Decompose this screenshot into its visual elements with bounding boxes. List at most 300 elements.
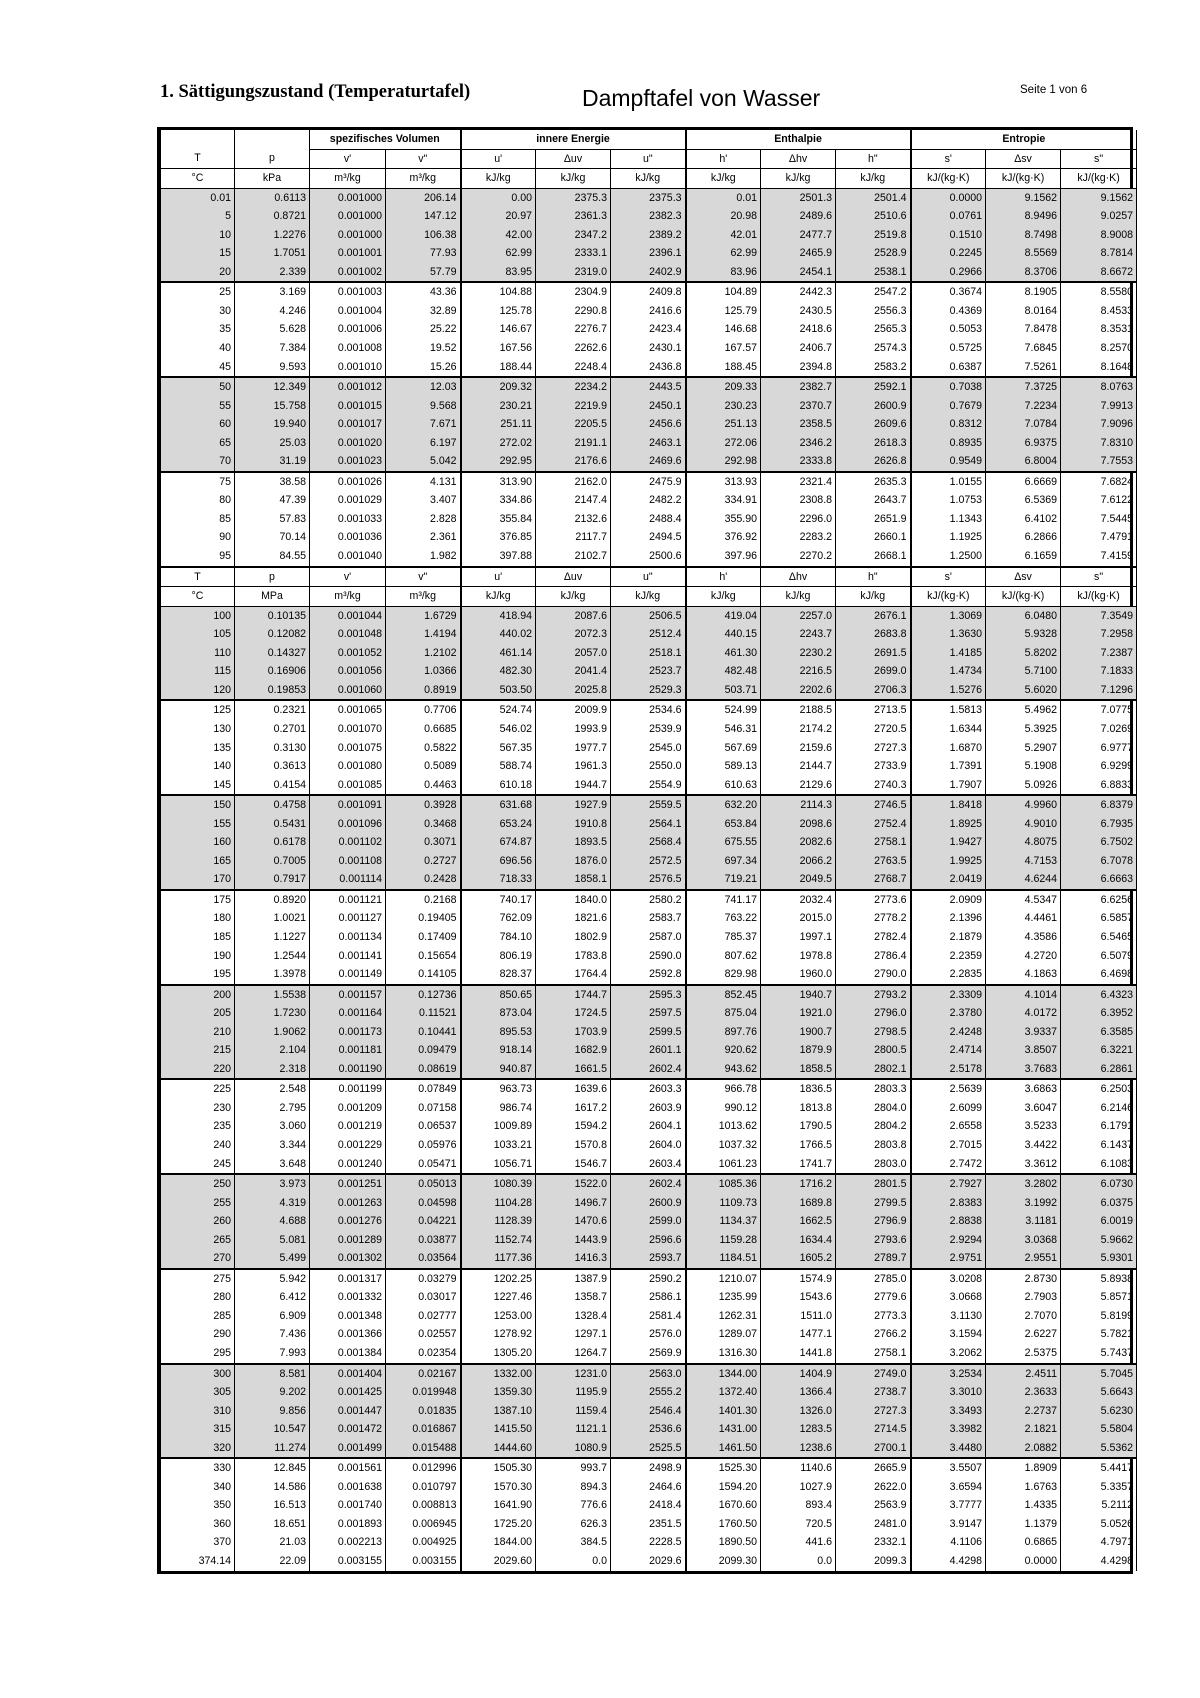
cell-u1: 251.11 xyxy=(461,415,536,434)
cell-v1: 0.001075 xyxy=(310,739,386,758)
cell-v2: 0.012996 xyxy=(386,1458,461,1478)
cell-dsv: 2.2737 xyxy=(986,1402,1061,1421)
cell-T: 330 xyxy=(161,1458,235,1478)
cell-h1: 1372.40 xyxy=(686,1383,761,1402)
cell-h1: 42.01 xyxy=(686,226,761,245)
cell-h1: 1760.50 xyxy=(686,1515,761,1534)
cell-v2: 0.03564 xyxy=(386,1249,461,1269)
cell-u2: 2590.2 xyxy=(611,1269,686,1289)
table-row xyxy=(161,1533,1137,1552)
cell-v1: 0.001332 xyxy=(310,1288,386,1307)
cell-s2: 6.0019 xyxy=(1061,1212,1137,1231)
cell-s2: 6.3221 xyxy=(1061,1041,1137,1060)
cell-h2: 2727.3 xyxy=(836,739,911,758)
cell-s1: 0.1510 xyxy=(911,226,986,245)
cell-u1: 83.95 xyxy=(461,263,536,283)
cell-s2: 9.0257 xyxy=(1061,207,1137,226)
cell-v2: 0.010797 xyxy=(386,1478,461,1497)
cell-u2: 2488.4 xyxy=(611,510,686,529)
cell-s2: 6.7078 xyxy=(1061,852,1137,871)
cell-dhv: 2015.0 xyxy=(761,909,836,928)
cell-v2: 0.4463 xyxy=(386,776,461,796)
cell-v2: 0.04598 xyxy=(386,1194,461,1213)
cell-s2: 7.4159 xyxy=(1061,547,1137,567)
cell-dhv: 1441.8 xyxy=(761,1344,836,1364)
cell-h1: 2099.30 xyxy=(686,1552,761,1571)
cell-v2: 0.01835 xyxy=(386,1402,461,1421)
cell-p: 2.339 xyxy=(235,263,310,283)
cell-h1: 1316.30 xyxy=(686,1344,761,1364)
cell-u1: 546.02 xyxy=(461,720,536,739)
sym2-col-h1: h' xyxy=(686,567,761,587)
cell-h1: 1235.99 xyxy=(686,1288,761,1307)
cell-h1: 897.76 xyxy=(686,1023,761,1042)
cell-T: 315 xyxy=(161,1420,235,1439)
cell-duv: 626.3 xyxy=(536,1515,611,1534)
cell-h2: 2804.0 xyxy=(836,1099,911,1118)
cell-h1: 230.23 xyxy=(686,397,761,416)
cell-s2: 5.8938 xyxy=(1061,1269,1137,1289)
cell-dhv: 2501.3 xyxy=(761,188,836,207)
cell-u2: 2597.5 xyxy=(611,1004,686,1023)
cell-s1: 2.2359 xyxy=(911,947,986,966)
cell-s1: 1.4185 xyxy=(911,644,986,663)
cell-v2: 0.14105 xyxy=(386,965,461,985)
cell-s1: 3.2062 xyxy=(911,1344,986,1364)
cell-h1: 675.55 xyxy=(686,833,761,852)
cell-u2: 2550.0 xyxy=(611,757,686,776)
cell-h2: 2622.0 xyxy=(836,1478,911,1497)
cell-u1: 1056.71 xyxy=(461,1155,536,1175)
cell-duv: 1744.7 xyxy=(536,985,611,1005)
cell-v2: 0.04221 xyxy=(386,1212,461,1231)
cell-p: 0.12082 xyxy=(235,625,310,644)
cell-v2: 25.22 xyxy=(386,320,461,339)
table-row xyxy=(161,302,1137,321)
cell-u2: 2498.9 xyxy=(611,1458,686,1478)
cell-duv: 1821.6 xyxy=(536,909,611,928)
cell-h1: 167.57 xyxy=(686,339,761,358)
cell-s2: 7.6122 xyxy=(1061,491,1137,510)
cell-duv: 1570.8 xyxy=(536,1136,611,1155)
cell-dsv: 4.1014 xyxy=(986,985,1061,1005)
cell-s1: 2.1396 xyxy=(911,909,986,928)
cell-v2: 0.3468 xyxy=(386,815,461,834)
cell-dhv: 1900.7 xyxy=(761,1023,836,1042)
cell-v1: 0.001134 xyxy=(310,928,386,947)
cell-v1: 0.001085 xyxy=(310,776,386,796)
cell-dhv: 1543.6 xyxy=(761,1288,836,1307)
cell-h2: 2528.9 xyxy=(836,244,911,263)
cell-s1: 0.7679 xyxy=(911,397,986,416)
cell-s2: 5.6230 xyxy=(1061,1402,1137,1421)
cell-u1: 397.88 xyxy=(461,547,536,567)
table-row xyxy=(161,1344,1137,1364)
cell-h2: 2676.1 xyxy=(836,606,911,625)
cell-T: 265 xyxy=(161,1231,235,1250)
cell-u1: 718.33 xyxy=(461,870,536,890)
cell-dsv: 5.9328 xyxy=(986,625,1061,644)
cell-duv: 1977.7 xyxy=(536,739,611,758)
cell-u2: 2494.5 xyxy=(611,528,686,547)
cell-p: 31.19 xyxy=(235,452,310,472)
cell-dhv: 2188.5 xyxy=(761,700,836,720)
cell-u1: 1104.28 xyxy=(461,1194,536,1213)
cell-h1: 920.62 xyxy=(686,1041,761,1060)
cell-h1: 1431.00 xyxy=(686,1420,761,1439)
cell-v2: 1.6729 xyxy=(386,606,461,625)
cell-T: 75 xyxy=(161,472,235,492)
cell-h2: 2332.1 xyxy=(836,1533,911,1552)
cell-p: 0.4154 xyxy=(235,776,310,796)
cell-s2: 5.3357 xyxy=(1061,1478,1137,1497)
table-row xyxy=(161,1288,1137,1307)
cell-s1: 2.3780 xyxy=(911,1004,986,1023)
cell-v2: 0.3928 xyxy=(386,795,461,815)
cell-s1: 0.0761 xyxy=(911,207,986,226)
cell-p: 3.973 xyxy=(235,1174,310,1194)
cell-duv: 1416.3 xyxy=(536,1249,611,1269)
cell-u2: 2583.7 xyxy=(611,909,686,928)
cell-s1: 1.1343 xyxy=(911,510,986,529)
cell-h1: 567.69 xyxy=(686,739,761,758)
cell-dsv: 7.2234 xyxy=(986,397,1061,416)
table-row xyxy=(161,1307,1137,1326)
table-row xyxy=(161,1079,1137,1099)
cell-T: 260 xyxy=(161,1212,235,1231)
cell-dsv: 8.3706 xyxy=(986,263,1061,283)
cell-v1: 0.001366 xyxy=(310,1325,386,1344)
cell-v1: 0.001000 xyxy=(310,207,386,226)
cell-dsv: 3.3612 xyxy=(986,1155,1061,1175)
cell-h1: 62.99 xyxy=(686,244,761,263)
cell-v1: 0.001561 xyxy=(310,1458,386,1478)
cell-duv: 1496.7 xyxy=(536,1194,611,1213)
cell-s2: 6.3585 xyxy=(1061,1023,1137,1042)
cell-duv: 776.6 xyxy=(536,1496,611,1515)
cell-dhv: 1997.1 xyxy=(761,928,836,947)
cell-dhv: 1940.7 xyxy=(761,985,836,1005)
cell-h2: 2763.5 xyxy=(836,852,911,871)
cell-h2: 2798.5 xyxy=(836,1023,911,1042)
cell-duv: 2304.9 xyxy=(536,282,611,302)
unit-col-duv: kJ/kg xyxy=(536,169,611,189)
cell-dsv: 5.1908 xyxy=(986,757,1061,776)
cell-dsv: 5.4962 xyxy=(986,700,1061,720)
cell-v1: 0.001384 xyxy=(310,1344,386,1364)
cell-p: 0.4758 xyxy=(235,795,310,815)
sym2-col-v2: v" xyxy=(386,567,461,587)
table-row xyxy=(161,207,1137,226)
cell-T: 305 xyxy=(161,1383,235,1402)
cell-T: 55 xyxy=(161,397,235,416)
cell-h1: 461.30 xyxy=(686,644,761,663)
cell-h2: 2785.0 xyxy=(836,1269,911,1289)
cell-s2: 7.2387 xyxy=(1061,644,1137,663)
cell-v1: 0.001000 xyxy=(310,226,386,245)
cell-p: 47.39 xyxy=(235,491,310,510)
cell-v1: 0.001002 xyxy=(310,263,386,283)
cell-s2: 9.1562 xyxy=(1061,188,1137,207)
cell-p: 6.909 xyxy=(235,1307,310,1326)
cell-h2: 2635.3 xyxy=(836,472,911,492)
cell-dhv: 2098.6 xyxy=(761,815,836,834)
cell-v2: 0.5822 xyxy=(386,739,461,758)
cell-v1: 0.002213 xyxy=(310,1533,386,1552)
cell-h2: 2733.9 xyxy=(836,757,911,776)
cell-h2: 2778.2 xyxy=(836,909,911,928)
cell-h1: 829.98 xyxy=(686,965,761,985)
cell-dhv: 1879.9 xyxy=(761,1041,836,1060)
cell-s1: 0.6387 xyxy=(911,358,986,378)
cell-T: 370 xyxy=(161,1533,235,1552)
cell-v1: 0.001096 xyxy=(310,815,386,834)
cell-dsv: 3.1181 xyxy=(986,1212,1061,1231)
group-specific-volume: spezifisches Volumen xyxy=(310,130,461,149)
cell-dsv: 4.0172 xyxy=(986,1004,1061,1023)
cell-dhv: 1140.6 xyxy=(761,1458,836,1478)
cell-u2: 2580.2 xyxy=(611,890,686,910)
cell-s1: 3.6594 xyxy=(911,1478,986,1497)
cell-dhv: 2243.7 xyxy=(761,625,836,644)
cell-h1: 943.62 xyxy=(686,1060,761,1080)
cell-u2: 2464.6 xyxy=(611,1478,686,1497)
cell-T: 100 xyxy=(161,606,235,625)
cell-T: 270 xyxy=(161,1249,235,1269)
cell-h2: 2713.5 xyxy=(836,700,911,720)
cell-dhv: 1326.0 xyxy=(761,1402,836,1421)
cell-duv: 1328.4 xyxy=(536,1307,611,1326)
cell-T: 105 xyxy=(161,625,235,644)
cell-u1: 1570.30 xyxy=(461,1478,536,1497)
cell-h1: 632.20 xyxy=(686,795,761,815)
cell-h2: 2651.9 xyxy=(836,510,911,529)
cell-T: 50 xyxy=(161,377,235,397)
cell-T: 290 xyxy=(161,1325,235,1344)
cell-h1: 1134.37 xyxy=(686,1212,761,1231)
cell-dsv: 2.7070 xyxy=(986,1307,1061,1326)
cell-p: 7.436 xyxy=(235,1325,310,1344)
cell-s1: 0.5053 xyxy=(911,320,986,339)
cell-dhv: 2442.3 xyxy=(761,282,836,302)
cell-v1: 0.001164 xyxy=(310,1004,386,1023)
cell-h1: 209.33 xyxy=(686,377,761,397)
cell-dsv: 4.5347 xyxy=(986,890,1061,910)
cell-s2: 8.2570 xyxy=(1061,339,1137,358)
cell-h2: 2789.7 xyxy=(836,1249,911,1269)
table-row xyxy=(161,606,1137,625)
cell-p: 0.7005 xyxy=(235,852,310,871)
cell-dhv: 2032.4 xyxy=(761,890,836,910)
cell-h1: 1210.07 xyxy=(686,1269,761,1289)
cell-s1: 0.8935 xyxy=(911,434,986,453)
cell-duv: 1764.4 xyxy=(536,965,611,985)
cell-dhv: 1574.9 xyxy=(761,1269,836,1289)
table-row xyxy=(161,795,1137,815)
cell-v2: 0.003155 xyxy=(386,1552,461,1571)
cell-s2: 7.2958 xyxy=(1061,625,1137,644)
sym-col-h2: h" xyxy=(836,149,911,169)
cell-T: 205 xyxy=(161,1004,235,1023)
cell-h2: 2752.4 xyxy=(836,815,911,834)
cell-v1: 0.001004 xyxy=(310,302,386,321)
cell-duv: 2219.9 xyxy=(536,397,611,416)
table-row xyxy=(161,358,1137,378)
cell-h1: 719.21 xyxy=(686,870,761,890)
cell-dhv: 1813.8 xyxy=(761,1099,836,1118)
cell-h1: 990.12 xyxy=(686,1099,761,1118)
cell-u2: 2423.4 xyxy=(611,320,686,339)
table-row xyxy=(161,377,1137,397)
cell-h2: 2803.8 xyxy=(836,1136,911,1155)
cell-T: 235 xyxy=(161,1117,235,1136)
cell-s2: 6.2503 xyxy=(1061,1079,1137,1099)
cell-dhv: 1790.5 xyxy=(761,1117,836,1136)
cell-u2: 2595.3 xyxy=(611,985,686,1005)
cell-s1: 0.4369 xyxy=(911,302,986,321)
cell-dsv: 2.7903 xyxy=(986,1288,1061,1307)
sym-col-dhv: Δhv xyxy=(761,149,836,169)
cell-s1: 0.8312 xyxy=(911,415,986,434)
cell-s2: 7.9913 xyxy=(1061,397,1137,416)
cell-p: 5.081 xyxy=(235,1231,310,1250)
cell-v1: 0.001190 xyxy=(310,1060,386,1080)
cell-u2: 2396.1 xyxy=(611,244,686,263)
cell-p: 18.651 xyxy=(235,1515,310,1534)
cell-h1: 83.96 xyxy=(686,263,761,283)
cell-u2: 2587.0 xyxy=(611,928,686,947)
cell-s2: 7.1833 xyxy=(1061,662,1137,681)
cell-s2: 8.6672 xyxy=(1061,263,1137,283)
sym2-col-p: p xyxy=(235,567,310,587)
cell-s1: 3.4480 xyxy=(911,1439,986,1459)
cell-p: 5.942 xyxy=(235,1269,310,1289)
cell-dhv: 1921.0 xyxy=(761,1004,836,1023)
cell-u1: 1305.20 xyxy=(461,1344,536,1364)
cell-u1: 146.67 xyxy=(461,320,536,339)
cell-p: 10.547 xyxy=(235,1420,310,1439)
cell-u1: 20.97 xyxy=(461,207,536,226)
cell-s1: 3.0668 xyxy=(911,1288,986,1307)
cell-duv: 1522.0 xyxy=(536,1174,611,1194)
cell-T: 195 xyxy=(161,965,235,985)
table-row xyxy=(161,1325,1137,1344)
sym-col-u1: u' xyxy=(461,149,536,169)
cell-s1: 1.6344 xyxy=(911,720,986,739)
cell-dsv: 5.6020 xyxy=(986,681,1061,701)
table-row xyxy=(161,397,1137,416)
cell-s2: 7.0775 xyxy=(1061,700,1137,720)
cell-s1: 0.9549 xyxy=(911,452,986,472)
cell-s1: 1.8418 xyxy=(911,795,986,815)
cell-u2: 2586.1 xyxy=(611,1288,686,1307)
cell-s2: 5.2112 xyxy=(1061,1496,1137,1515)
cell-u2: 2534.6 xyxy=(611,700,686,720)
cell-dsv: 8.7498 xyxy=(986,226,1061,245)
cell-u1: 503.50 xyxy=(461,681,536,701)
cell-dhv: 2333.8 xyxy=(761,452,836,472)
cell-v1: 0.001003 xyxy=(310,282,386,302)
cell-p: 25.03 xyxy=(235,434,310,453)
cell-dhv: 1634.4 xyxy=(761,1231,836,1250)
cell-v2: 77.93 xyxy=(386,244,461,263)
cell-v1: 0.001240 xyxy=(310,1155,386,1175)
cell-s1: 1.9925 xyxy=(911,852,986,871)
table-row xyxy=(161,320,1137,339)
cell-duv: 1080.9 xyxy=(536,1439,611,1459)
cell-T: 90 xyxy=(161,528,235,547)
group-empty xyxy=(161,130,235,149)
cell-p: 12.349 xyxy=(235,377,310,397)
cell-h2: 2565.3 xyxy=(836,320,911,339)
cell-h2: 2766.2 xyxy=(836,1325,911,1344)
cell-u1: 272.02 xyxy=(461,434,536,453)
cell-dhv: 1366.4 xyxy=(761,1383,836,1402)
cell-v2: 1.982 xyxy=(386,547,461,567)
cell-u2: 2602.4 xyxy=(611,1060,686,1080)
table-row xyxy=(161,700,1137,720)
table-row xyxy=(161,1383,1137,1402)
cell-T: 190 xyxy=(161,947,235,966)
cell-dsv: 4.4461 xyxy=(986,909,1061,928)
cell-duv: 2319.0 xyxy=(536,263,611,283)
cell-dhv: 2465.9 xyxy=(761,244,836,263)
cell-u2: 2536.6 xyxy=(611,1420,686,1439)
cell-s2: 8.5580 xyxy=(1061,282,1137,302)
cell-p: 1.7230 xyxy=(235,1004,310,1023)
cell-u1: 62.99 xyxy=(461,244,536,263)
cell-s1: 1.9427 xyxy=(911,833,986,852)
cell-T: 120 xyxy=(161,681,235,701)
table-row xyxy=(161,1099,1137,1118)
cell-h2: 2793.6 xyxy=(836,1231,911,1250)
cell-u1: 2029.60 xyxy=(461,1552,536,1571)
cell-duv: 2147.4 xyxy=(536,491,611,510)
unit-col-v2: m³/kg xyxy=(386,169,461,189)
sym2-col-dhv: Δhv xyxy=(761,567,836,587)
sym2-col-duv: Δuv xyxy=(536,567,611,587)
table-row xyxy=(161,1041,1137,1060)
cell-h2: 2714.5 xyxy=(836,1420,911,1439)
cell-u1: 918.14 xyxy=(461,1041,536,1060)
cell-T: 180 xyxy=(161,909,235,928)
cell-dhv: 2270.2 xyxy=(761,547,836,567)
cell-v2: 3.407 xyxy=(386,491,461,510)
table-row xyxy=(161,1023,1137,1042)
cell-u2: 2554.9 xyxy=(611,776,686,796)
cell-s1: 2.6558 xyxy=(911,1117,986,1136)
unit2-col-s1: kJ/(kg·K) xyxy=(911,587,986,607)
cell-u2: 2525.5 xyxy=(611,1439,686,1459)
cell-dsv: 2.3633 xyxy=(986,1383,1061,1402)
cell-v2: 1.0366 xyxy=(386,662,461,681)
cell-h2: 2796.0 xyxy=(836,1004,911,1023)
cell-h1: 785.37 xyxy=(686,928,761,947)
cell-dhv: 1238.6 xyxy=(761,1439,836,1459)
cell-dsv: 2.6227 xyxy=(986,1325,1061,1344)
cell-u1: 1641.90 xyxy=(461,1496,536,1515)
cell-s1: 1.5813 xyxy=(911,700,986,720)
cell-dhv: 2358.5 xyxy=(761,415,836,434)
cell-s2: 7.6824 xyxy=(1061,472,1137,492)
table-row xyxy=(161,491,1137,510)
cell-u1: 292.95 xyxy=(461,452,536,472)
cell-p: 0.3613 xyxy=(235,757,310,776)
unit2-col-dsv: kJ/(kg·K) xyxy=(986,587,1061,607)
table-row xyxy=(161,662,1137,681)
cell-u1: 1033.21 xyxy=(461,1136,536,1155)
cell-u2: 2564.1 xyxy=(611,815,686,834)
